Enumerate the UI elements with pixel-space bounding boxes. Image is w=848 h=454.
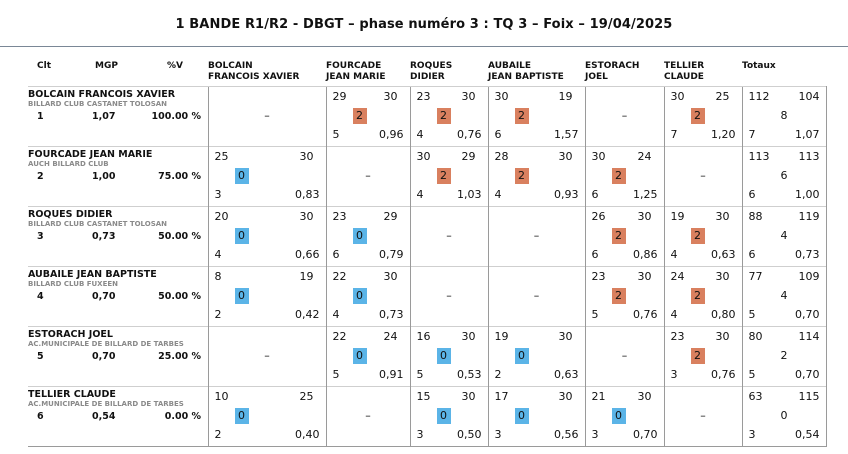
match-cell — [488, 387, 585, 447]
match-average: 0,79 — [379, 248, 404, 261]
match-result-badge: 2 — [612, 288, 626, 304]
match-innings: 6 — [591, 188, 599, 201]
match-points-scored: 22 — [332, 330, 347, 343]
header-mgp: MGP — [95, 61, 118, 71]
match-cell — [326, 207, 410, 267]
match-cell — [585, 387, 664, 447]
total-points-target: 114 — [798, 330, 820, 343]
match-innings: 3 — [416, 428, 424, 441]
match-points-target: 30 — [715, 270, 730, 283]
match-average: 0,86 — [633, 248, 658, 261]
match-points-target: 29 — [383, 210, 398, 223]
player-row — [28, 327, 826, 387]
match-result-badge: 0 — [353, 288, 367, 304]
player-row — [28, 267, 826, 327]
match-points-target: 30 — [383, 270, 398, 283]
match-result-badge: 0 — [515, 348, 529, 364]
match-cell — [664, 327, 742, 387]
player-rank: 6 — [37, 411, 44, 422]
match-result-badge: 0 — [235, 288, 249, 304]
match-result-badge: 0 — [235, 168, 249, 184]
match-average: 0,76 — [633, 308, 658, 321]
player-mgp: 0,70 — [92, 351, 116, 362]
empty-mark: – — [365, 169, 371, 182]
match-average: 0,53 — [457, 368, 482, 381]
match-points-target: 29 — [461, 150, 476, 163]
match-average: 1,03 — [457, 188, 482, 201]
match-result-badge: 0 — [437, 408, 451, 424]
total-points-scored: 63 — [748, 390, 763, 403]
player-name: BOLCAIN FRANCOIS XAVIER — [28, 89, 176, 100]
match-points-scored: 16 — [416, 330, 431, 343]
match-points-scored: 25 — [214, 150, 229, 163]
match-average: 1,20 — [711, 128, 736, 141]
player-name: ESTORACH JOEL — [28, 329, 113, 340]
match-average: 0,66 — [295, 248, 320, 261]
match-cell — [326, 87, 410, 147]
player-name: FOURCADE JEAN MARIE — [28, 149, 153, 160]
player-rank: 5 — [37, 351, 44, 362]
match-innings: 4 — [670, 308, 678, 321]
match-points-scored: 17 — [494, 390, 509, 403]
total-average: 0,70 — [795, 368, 820, 381]
match-result-badge: 2 — [437, 168, 451, 184]
match-points-scored: 26 — [591, 210, 606, 223]
match-innings: 4 — [214, 248, 222, 261]
match-average: 0,91 — [379, 368, 404, 381]
player-name: TELLIER CLAUDE — [28, 389, 116, 400]
match-result-badge: 0 — [235, 228, 249, 244]
match-average: 0,83 — [295, 188, 320, 201]
header-row — [28, 61, 826, 87]
total-innings: 5 — [748, 308, 756, 321]
player-rank: 2 — [37, 171, 44, 182]
player-rank: 3 — [37, 231, 44, 242]
match-innings: 2 — [494, 368, 502, 381]
results-grid — [28, 61, 827, 447]
match-innings: 5 — [416, 368, 424, 381]
match-cell — [585, 207, 664, 267]
match-average: 0,73 — [379, 308, 404, 321]
match-points-target: 25 — [715, 90, 730, 103]
match-innings: 4 — [494, 188, 502, 201]
match-points-scored: 23 — [670, 330, 685, 343]
match-points-scored: 30 — [670, 90, 685, 103]
player-row — [28, 147, 826, 207]
match-innings: 4 — [416, 188, 424, 201]
match-points-scored: 19 — [494, 330, 509, 343]
player-mgp: 0,54 — [92, 411, 116, 422]
match-points-target: 30 — [637, 270, 652, 283]
match-points-scored: 21 — [591, 390, 606, 403]
match-points-target: 30 — [558, 150, 573, 163]
player-win-pct: 50.00 % — [158, 231, 201, 242]
empty-mark: – — [264, 349, 270, 362]
player-club: AC.MUNICIPALE DE BILLARD DE TARBES — [28, 400, 184, 408]
header-col-2: FOURCADE JEAN MARIE — [326, 61, 386, 82]
match-points-target: 25 — [299, 390, 314, 403]
player-mgp: 1,00 — [92, 171, 116, 182]
player-win-pct: 0.00 % — [164, 411, 201, 422]
match-points-scored: 20 — [214, 210, 229, 223]
match-points-target: 30 — [715, 330, 730, 343]
player-info — [28, 207, 208, 267]
empty-mark: – — [621, 349, 628, 362]
match-cell-empty — [585, 87, 664, 147]
match-average: 0,40 — [295, 428, 320, 441]
match-cell — [410, 87, 488, 147]
match-cell-empty — [585, 327, 664, 387]
player-rank: 1 — [37, 111, 44, 122]
total-match-points: 2 — [780, 349, 788, 362]
match-points-scored: 10 — [214, 390, 229, 403]
player-club: BILLARD CLUB CASTANET TOLOSAN — [28, 100, 168, 108]
match-average: 0,42 — [295, 308, 320, 321]
match-cell — [326, 267, 410, 327]
match-points-scored: 23 — [416, 90, 431, 103]
match-innings: 6 — [332, 248, 340, 261]
total-points-target: 109 — [798, 270, 820, 283]
match-points-target: 30 — [461, 90, 476, 103]
match-innings: 4 — [670, 248, 678, 261]
total-points-scored: 80 — [748, 330, 763, 343]
player-mgp: 1,07 — [92, 111, 116, 122]
match-cell — [664, 87, 742, 147]
match-average: 0,70 — [633, 428, 658, 441]
match-innings: 2 — [214, 428, 222, 441]
match-average: 0,93 — [554, 188, 579, 201]
player-win-pct: 75.00 % — [158, 171, 201, 182]
total-points-target: 113 — [798, 150, 820, 163]
empty-mark: – — [365, 409, 371, 422]
match-cell — [488, 87, 585, 147]
empty-mark: – — [264, 109, 270, 122]
player-info — [28, 147, 208, 207]
total-points-scored: 88 — [748, 210, 763, 223]
header-col-5: ESTORACH JOEL — [585, 61, 640, 82]
header-col-6: TELLIER CLAUDE — [664, 61, 705, 82]
match-innings: 7 — [670, 128, 678, 141]
header-totals: Totaux — [742, 61, 776, 71]
match-innings: 3 — [494, 428, 502, 441]
match-points-target: 30 — [637, 390, 652, 403]
match-innings: 3 — [591, 428, 599, 441]
empty-mark: – — [700, 169, 706, 182]
match-points-scored: 28 — [494, 150, 509, 163]
player-info — [28, 387, 208, 447]
total-average: 1,00 — [795, 188, 820, 201]
title-divider — [0, 46, 848, 47]
player-win-pct: 100.00 % — [151, 111, 201, 122]
match-result-badge: 2 — [691, 348, 705, 364]
match-points-target: 30 — [558, 390, 573, 403]
match-cell — [664, 267, 742, 327]
empty-mark: – — [533, 229, 540, 242]
match-innings: 4 — [332, 308, 340, 321]
match-result-badge: 2 — [691, 228, 705, 244]
match-points-target: 30 — [299, 210, 314, 223]
match-result-badge: 0 — [515, 408, 529, 424]
match-cell — [585, 147, 664, 207]
total-match-points: 0 — [780, 409, 788, 422]
player-row — [28, 387, 826, 447]
match-cell — [208, 207, 326, 267]
match-result-badge: 2 — [612, 228, 626, 244]
player-club: AC.MUNICIPALE DE BILLARD DE TARBES — [28, 340, 184, 348]
match-cell — [208, 147, 326, 207]
match-average: 1,57 — [554, 128, 579, 141]
total-innings: 6 — [748, 188, 756, 201]
match-cell-empty — [410, 207, 488, 267]
total-points-scored: 112 — [748, 90, 770, 103]
match-points-target: 30 — [383, 90, 398, 103]
match-innings: 6 — [494, 128, 502, 141]
totals-cell — [742, 207, 826, 267]
match-points-target: 30 — [715, 210, 730, 223]
total-average: 0,70 — [795, 308, 820, 321]
match-points-target: 30 — [461, 330, 476, 343]
match-average: 0,56 — [554, 428, 579, 441]
match-cell — [488, 147, 585, 207]
player-info — [28, 267, 208, 327]
player-row — [28, 207, 826, 267]
total-match-points: 4 — [780, 229, 788, 242]
match-points-scored: 19 — [670, 210, 685, 223]
match-average: 0,76 — [711, 368, 736, 381]
match-cell — [410, 147, 488, 207]
empty-mark: – — [700, 409, 706, 422]
header-clt: Clt — [37, 61, 51, 71]
header-pct: %V — [167, 61, 183, 71]
match-result-badge: 2 — [515, 168, 529, 184]
match-cell — [585, 267, 664, 327]
match-points-scored: 24 — [670, 270, 685, 283]
totals-cell — [742, 147, 826, 207]
total-innings: 3 — [748, 428, 756, 441]
match-average: 0,63 — [711, 248, 736, 261]
player-info — [28, 87, 208, 147]
match-cell — [208, 267, 326, 327]
match-result-badge: 0 — [612, 408, 626, 424]
player-row — [28, 87, 826, 147]
match-average: 1,25 — [633, 188, 658, 201]
match-cell-empty — [488, 207, 585, 267]
match-cell — [410, 387, 488, 447]
match-cell-empty — [410, 267, 488, 327]
match-innings: 6 — [591, 248, 599, 261]
totals-cell — [742, 267, 826, 327]
match-result-badge: 0 — [235, 408, 249, 424]
match-cell — [488, 327, 585, 387]
match-points-scored: 30 — [494, 90, 509, 103]
player-mgp: 0,73 — [92, 231, 116, 242]
player-name: ROQUES DIDIER — [28, 209, 113, 220]
total-innings: 6 — [748, 248, 756, 261]
total-innings: 5 — [748, 368, 756, 381]
totals-cell — [742, 327, 826, 387]
player-win-pct: 50.00 % — [158, 291, 201, 302]
match-result-badge: 0 — [437, 348, 451, 364]
match-points-scored: 23 — [591, 270, 606, 283]
match-points-target: 19 — [558, 90, 573, 103]
match-innings: 2 — [214, 308, 222, 321]
player-club: BILLARD CLUB FUXEEN — [28, 280, 119, 288]
match-cell-empty — [326, 147, 410, 207]
header-col-3: ROQUES DIDIER — [410, 61, 453, 82]
match-cell-empty — [664, 147, 742, 207]
match-innings: 5 — [332, 368, 340, 381]
player-club: AUCH BILLARD CLUB — [28, 160, 109, 168]
total-average: 0,73 — [795, 248, 820, 261]
player-win-pct: 25.00 % — [158, 351, 201, 362]
totals-cell — [742, 87, 826, 147]
total-average: 0,54 — [795, 428, 820, 441]
match-average: 0,80 — [711, 308, 736, 321]
match-points-scored: 29 — [332, 90, 347, 103]
match-cell — [410, 327, 488, 387]
match-result-badge: 2 — [437, 108, 451, 124]
match-result-badge: 2 — [612, 168, 626, 184]
match-points-scored: 23 — [332, 210, 347, 223]
player-name: AUBAILE JEAN BAPTISTE — [28, 269, 157, 280]
match-points-target: 19 — [299, 270, 314, 283]
player-rank: 4 — [37, 291, 44, 302]
match-cell — [208, 387, 326, 447]
total-match-points: 8 — [780, 109, 788, 122]
match-result-badge: 0 — [353, 228, 367, 244]
match-points-target: 24 — [637, 150, 652, 163]
match-innings: 3 — [214, 188, 222, 201]
total-match-points: 6 — [780, 169, 788, 182]
total-points-scored: 113 — [748, 150, 770, 163]
total-points-scored: 77 — [748, 270, 763, 283]
match-cell-empty — [326, 387, 410, 447]
match-cell — [326, 327, 410, 387]
match-points-scored: 15 — [416, 390, 431, 403]
match-average: 0,76 — [457, 128, 482, 141]
match-cell-empty — [208, 327, 326, 387]
match-cell — [664, 207, 742, 267]
match-result-badge: 2 — [691, 288, 705, 304]
header-col-1: BOLCAIN FRANCOIS XAVIER — [208, 61, 300, 82]
empty-mark: – — [446, 289, 452, 302]
match-innings: 3 — [670, 368, 678, 381]
empty-mark: – — [621, 109, 628, 122]
match-cell-empty — [488, 267, 585, 327]
page-title: 1 BANDE R1/R2 - DBGT – phase numéro 3 : TQ 3 – Foix – 19/04/2025 — [175, 17, 673, 32]
match-result-badge: 2 — [515, 108, 529, 124]
player-info — [28, 327, 208, 387]
match-result-badge: 2 — [353, 108, 367, 124]
total-points-target: 115 — [798, 390, 820, 403]
match-points-target: 30 — [299, 150, 314, 163]
match-points-target: 30 — [461, 390, 476, 403]
match-average: 0,96 — [379, 128, 404, 141]
match-cell-empty — [664, 387, 742, 447]
match-average: 0,63 — [554, 368, 579, 381]
match-points-scored: 30 — [591, 150, 606, 163]
match-innings: 4 — [416, 128, 424, 141]
match-cell-empty — [208, 87, 326, 147]
match-points-target: 30 — [637, 210, 652, 223]
total-average: 1,07 — [795, 128, 820, 141]
match-innings: 5 — [591, 308, 599, 321]
match-result-badge: 2 — [691, 108, 705, 124]
empty-mark: – — [533, 289, 540, 302]
totals-cell — [742, 387, 826, 447]
match-average: 0,50 — [457, 428, 482, 441]
total-innings: 7 — [748, 128, 756, 141]
total-match-points: 4 — [780, 289, 788, 302]
empty-mark: – — [446, 229, 452, 242]
match-innings: 5 — [332, 128, 340, 141]
match-points-scored: 8 — [214, 270, 222, 283]
header-player-info — [28, 61, 208, 87]
total-points-target: 104 — [798, 90, 820, 103]
player-club: BILLARD CLUB CASTANET TOLOSAN — [28, 220, 168, 228]
match-points-target: 30 — [558, 330, 573, 343]
header-col-4: AUBAILE JEAN BAPTISTE — [488, 61, 564, 82]
match-points-target: 24 — [383, 330, 398, 343]
match-points-scored: 30 — [416, 150, 431, 163]
match-points-scored: 22 — [332, 270, 347, 283]
player-mgp: 0,70 — [92, 291, 116, 302]
match-result-badge: 0 — [353, 348, 367, 364]
total-points-target: 119 — [798, 210, 820, 223]
